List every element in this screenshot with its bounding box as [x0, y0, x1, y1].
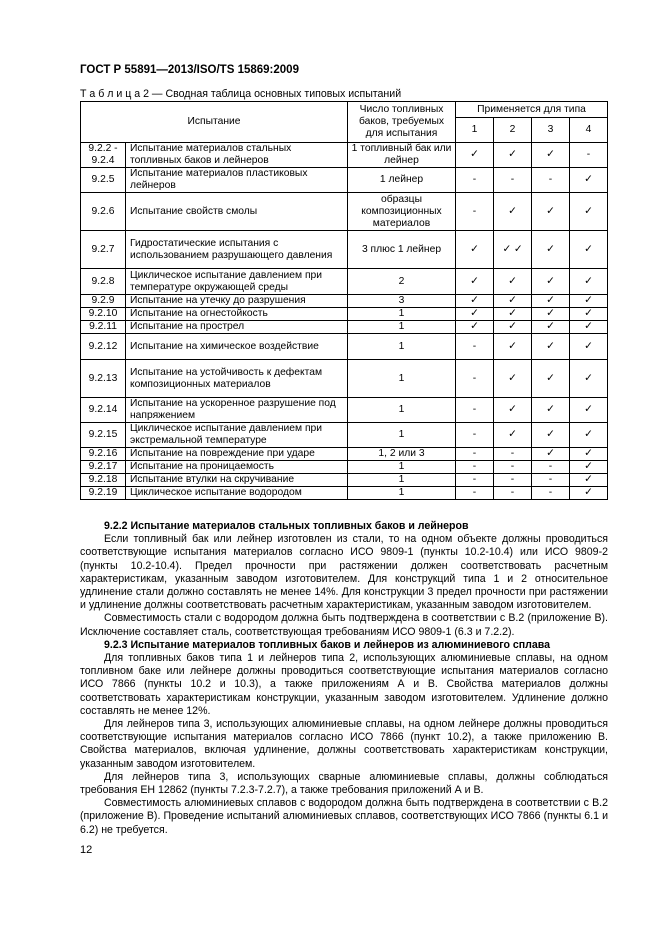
- tank-quantity: 1: [348, 474, 456, 487]
- type-1-mark: -: [456, 360, 494, 398]
- test-name: Циклическое испытание давлением при температуре окружающей среды: [126, 269, 348, 295]
- type-4-mark: ✓: [570, 295, 608, 308]
- type-4-mark: ✓: [570, 487, 608, 500]
- clause-number: 9.2.10: [81, 308, 126, 321]
- type-1-mark: -: [456, 334, 494, 360]
- type-2-mark: -: [494, 487, 532, 500]
- type-3-mark: ✓: [532, 193, 570, 231]
- type-3-mark: -: [532, 461, 570, 474]
- type-2-mark: -: [494, 474, 532, 487]
- type-2-mark: ✓: [494, 423, 532, 448]
- clause-number: 9.2.15: [81, 423, 126, 448]
- paragraph: Совместимость алюминиевых сплавов с водородом должна быть подтверждена в соответствии с В.2 (приложение В). Проведение испытаний алюминиевых сплавов, соответствующих ИСО 7866 (пункты 6.1 и 6.2) не требуется.: [80, 797, 608, 836]
- test-name: Испытание материалов стальных топливных баков и лейнеров: [126, 143, 348, 168]
- type-1-mark: -: [456, 448, 494, 461]
- type-2-mark: -: [494, 448, 532, 461]
- table-row: [81, 308, 608, 321]
- table-row: [81, 398, 608, 423]
- clause-number: 9.2.14: [81, 398, 126, 423]
- table-row: [81, 461, 608, 474]
- type-3-mark: ✓: [532, 334, 570, 360]
- test-name: Испытание на повреждение при ударе: [126, 448, 348, 461]
- paragraph: Если топливный бак или лейнер изготовлен из стали, то на одном объекте должны проводиться соответствующие испытания материалов согласно ИСО 9809-1 (пункты 10.2-10.4) или ИСО 9809-2 (пункты 10.2-10.4). Предел прочности при растяжении должен соответствовать расчетным характеристикам, указанным заводом изготовителем. Для конструкций типа 1 и 2 относительное удлинение стали должно составлять не менее 14%. Для конструкции 3 предел прочности при растяжении и удлинение должны соответствовать расчетным характеристикам, указанным заводом изготовителем.: [80, 533, 608, 612]
- table-row: [81, 360, 608, 398]
- type-3-mark: ✓: [532, 321, 570, 334]
- type-3-mark: ✓: [532, 308, 570, 321]
- type-4-mark: ✓: [570, 269, 608, 295]
- clause-number: 9.2.17: [81, 461, 126, 474]
- clause-number: 9.2.9: [81, 295, 126, 308]
- table-caption: Т а б л и ц а 2 — Сводная таблица основных типовых испытаний: [80, 88, 402, 100]
- type-3-mark: ✓: [532, 231, 570, 269]
- clause-number: 9.2.13: [81, 360, 126, 398]
- section-heading: 9.2.3 Испытание материалов топливных баков и лейнеров из алюминиевого сплава: [104, 638, 551, 651]
- type-3-mark: -: [532, 474, 570, 487]
- type-2-mark: ✓ ✓: [494, 231, 532, 269]
- type-3-mark: ✓: [532, 398, 570, 423]
- type-2-mark: ✓: [494, 143, 532, 168]
- header-test: Испытание: [81, 102, 348, 143]
- section-heading: 9.2.2 Испытание материалов стальных топливных баков и лейнеров: [104, 520, 469, 532]
- test-name: Гидростатические испытания с использованием разрушающего давления: [126, 231, 348, 269]
- tank-quantity: 1 топливный бак или лейнер: [348, 143, 456, 168]
- type-3-mark: ✓: [532, 143, 570, 168]
- header-type-1: 1: [456, 118, 494, 143]
- type-3-mark: -: [532, 168, 570, 193]
- test-name: Испытание материалов пластиковых лейнеров: [126, 168, 348, 193]
- table-row: [81, 231, 608, 269]
- table-row: [81, 295, 608, 308]
- type-3-mark: -: [532, 487, 570, 500]
- type-3-mark: ✓: [532, 269, 570, 295]
- type-4-mark: ✓: [570, 423, 608, 448]
- type-4-mark: ✓: [570, 398, 608, 423]
- type-1-mark: -: [456, 461, 494, 474]
- clause-number: 9.2.6: [81, 193, 126, 231]
- header-type-4: 4: [570, 118, 608, 143]
- type-3-mark: ✓: [532, 448, 570, 461]
- tank-quantity: 1: [348, 461, 456, 474]
- table-row: [81, 334, 608, 360]
- type-2-mark: ✓: [494, 308, 532, 321]
- tank-quantity: 1: [348, 487, 456, 500]
- document-header: ГОСТ Р 55891—2013/ISO/TS 15869:2009: [80, 64, 299, 76]
- paragraph: Для лейнеров типа 3, использующих сварные алюминиевые сплавы, должны соблюдаться требования ЕН 12862 (пункты 7.2.3-7.2.7), а также требования приложений А и В.: [80, 770, 608, 797]
- clause-number: 9.2.18: [81, 474, 126, 487]
- type-2-mark: ✓: [494, 360, 532, 398]
- test-name: Испытание свойств смолы: [126, 193, 348, 231]
- table-row: [81, 474, 608, 487]
- test-name: Испытание на ускоренное разрушение под напряжением: [126, 398, 348, 423]
- type-1-mark: -: [456, 398, 494, 423]
- paragraph: Для топливных баков типа 1 и лейнеров типа 2, использующих алюминиевые сплавы, на одном топливном баке или лейнере должны проводиться соответствующие испытания материалов согласно ИСО 7866 (пункты 10.2 и 10.3), а также приложениям А и В. Свойства материалов должны соответствовать характеристикам конструкции, указанным заводом изготовителем. Удлинение должно составлять не менее 12%.: [80, 652, 608, 717]
- type-1-mark: ✓: [456, 308, 494, 321]
- type-3-mark: ✓: [532, 360, 570, 398]
- clause-number: 9.2.7: [81, 231, 126, 269]
- table-row: [81, 269, 608, 295]
- tank-quantity: 1: [348, 398, 456, 423]
- summary-table: [80, 101, 608, 500]
- type-2-mark: -: [494, 461, 532, 474]
- type-3-mark: ✓: [532, 423, 570, 448]
- test-name: Циклическое испытание давлением при экстремальной температуре: [126, 423, 348, 448]
- type-2-mark: ✓: [494, 321, 532, 334]
- type-2-mark: ✓: [494, 398, 532, 423]
- table-row: [81, 168, 608, 193]
- clause-number: 9.2.19: [81, 487, 126, 500]
- header-type-2: 2: [494, 118, 532, 143]
- clause-number: 9.2.11: [81, 321, 126, 334]
- tank-quantity: 1: [348, 321, 456, 334]
- type-1-mark: ✓: [456, 295, 494, 308]
- header-type-3: 3: [532, 118, 570, 143]
- type-4-mark: ✓: [570, 448, 608, 461]
- table-row: [81, 448, 608, 461]
- tank-quantity: 1: [348, 423, 456, 448]
- type-1-mark: -: [456, 168, 494, 193]
- type-4-mark: ✓: [570, 193, 608, 231]
- clause-number: 9.2.2 - 9.2.4: [81, 143, 126, 168]
- clause-number: 9.2.12: [81, 334, 126, 360]
- table-row: [81, 321, 608, 334]
- type-2-mark: -: [494, 168, 532, 193]
- clause-number: 9.2.16: [81, 448, 126, 461]
- tank-quantity: 1: [348, 360, 456, 398]
- type-2-mark: ✓: [494, 269, 532, 295]
- tank-quantity: 1: [348, 334, 456, 360]
- clause-number: 9.2.5: [81, 168, 126, 193]
- type-1-mark: -: [456, 193, 494, 231]
- type-4-mark: ✓: [570, 334, 608, 360]
- tank-quantity: 1, 2 или 3: [348, 448, 456, 461]
- tank-quantity: 2: [348, 269, 456, 295]
- test-name: Циклическое испытание водородом: [126, 487, 348, 500]
- tank-quantity: 3: [348, 295, 456, 308]
- type-4-mark: ✓: [570, 360, 608, 398]
- type-1-mark: ✓: [456, 269, 494, 295]
- type-1-mark: ✓: [456, 231, 494, 269]
- tank-quantity: 3 плюс 1 лейнер: [348, 231, 456, 269]
- type-1-mark: -: [456, 423, 494, 448]
- table-row: [81, 193, 608, 231]
- tank-quantity: образцы композиционных материалов: [348, 193, 456, 231]
- type-3-mark: ✓: [532, 295, 570, 308]
- table-row: [81, 487, 608, 500]
- tank-quantity: 1 лейнер: [348, 168, 456, 193]
- document-body: [80, 520, 608, 837]
- tank-quantity: 1: [348, 308, 456, 321]
- type-1-mark: -: [456, 487, 494, 500]
- test-name: Испытание на проницаемость: [126, 461, 348, 474]
- test-name: Испытание на устойчивость к дефектам композиционных материалов: [126, 360, 348, 398]
- test-name: Испытание втулки на скручивание: [126, 474, 348, 487]
- type-4-mark: ✓: [570, 308, 608, 321]
- test-name: Испытание на утечку до разрушения: [126, 295, 348, 308]
- type-4-mark: ✓: [570, 231, 608, 269]
- paragraph: Совместимость стали с водородом должна быть подтверждена в соответствии с В.2 (приложение В). Исключение составляет сталь, соответствующая требованиям ИСО 9809-1 (6.3 и 7.2.2).: [80, 612, 608, 638]
- type-4-mark: ✓: [570, 321, 608, 334]
- type-1-mark: ✓: [456, 321, 494, 334]
- type-2-mark: ✓: [494, 334, 532, 360]
- type-2-mark: ✓: [494, 193, 532, 231]
- paragraph: Для лейнеров типа 3, использующих алюминиевые сплавы, на одном лейнере должны проводиться соответствующие испытания материалов согласно ИСО 7866 (пункт 10.2), а также приложению В. Свойства материалов, включая удлинение, должны соответствовать характеристикам конструкции, указанным заводом изготовителем.: [80, 718, 608, 770]
- type-4-mark: ✓: [570, 474, 608, 487]
- clause-number: 9.2.8: [81, 269, 126, 295]
- test-name: Испытание на огнестойкость: [126, 308, 348, 321]
- page-number: 12: [80, 844, 93, 856]
- table-row: [81, 423, 608, 448]
- type-2-mark: ✓: [494, 295, 532, 308]
- test-name: Испытание на прострел: [126, 321, 348, 334]
- table-row: [81, 143, 608, 168]
- type-1-mark: -: [456, 474, 494, 487]
- type-4-mark: ✓: [570, 168, 608, 193]
- header-qty: Число топливных баков, требуемых для испытания: [348, 102, 456, 143]
- type-4-mark: ✓: [570, 461, 608, 474]
- header-applies: Применяется для типа: [456, 102, 608, 118]
- type-1-mark: ✓: [456, 143, 494, 168]
- type-4-mark: -: [570, 143, 608, 168]
- test-name: Испытание на химическое воздействие: [126, 334, 348, 360]
